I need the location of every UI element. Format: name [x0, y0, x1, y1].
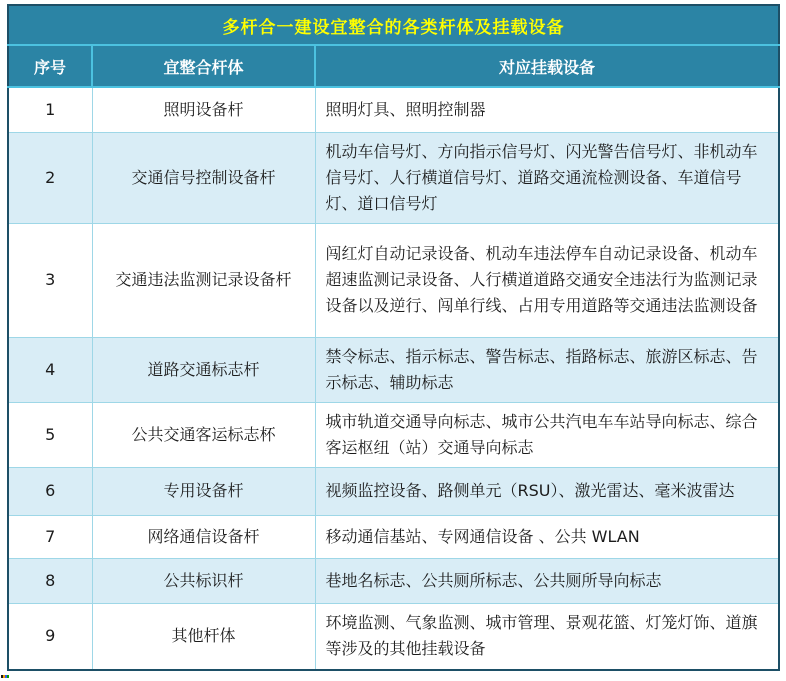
integration-table	[7, 4, 778, 671]
pole-name: 公共标识杆	[92, 558, 315, 603]
row-index: 2	[8, 132, 92, 223]
pole-name: 其他杆体	[92, 603, 315, 670]
table-row	[8, 402, 779, 467]
row-index: 6	[8, 467, 92, 515]
pole-name: 道路交通标志杆	[92, 337, 315, 402]
pole-name: 公共交通客运标志杯	[92, 402, 315, 467]
column-header-pole: 宜整合杆体	[92, 45, 315, 87]
table-header-row	[8, 45, 779, 87]
pole-name: 专用设备杆	[92, 467, 315, 515]
table-row	[8, 467, 779, 515]
pole-name: 网络通信设备杆	[92, 515, 315, 558]
device-list: 闯红灯自动记录设备、机动车违法停车自动记录设备、机动车超速监测记录设备、人行横道道路交通安全违法行为监测记录设备以及逆行、闯单行线、占用专用道路等交通违法监测设备	[315, 223, 779, 337]
pole-name: 交通违法监测记录设备杆	[92, 223, 315, 337]
device-list: 巷地名标志、公共厕所标志、公共厕所导向标志	[315, 558, 779, 603]
column-header-devices: 对应挂载设备	[315, 45, 779, 87]
device-list: 照明灯具、照明控制器	[315, 87, 779, 132]
table-title: 多杆合一建设宜整合的各类杆体及挂载设备	[8, 5, 779, 45]
device-list: 视频监控设备、路侧单元（RSU）、激光雷达、毫米波雷达	[315, 467, 779, 515]
row-index: 9	[8, 603, 92, 670]
device-list: 移动通信基站、专网通信设备 、公共 WLAN	[315, 515, 779, 558]
table-row	[8, 515, 779, 558]
pole-equipment-table	[7, 4, 780, 671]
table-row	[8, 132, 779, 223]
pole-name: 交通信号控制设备杆	[92, 132, 315, 223]
table-title-row	[8, 5, 779, 45]
row-index: 5	[8, 402, 92, 467]
device-list: 环境监测、气象监测、城市管理、景观花篮、灯笼灯饰、道旗等涉及的其他挂载设备	[315, 603, 779, 670]
column-header-index: 序号	[8, 45, 92, 87]
device-list: 城市轨道交通导向标志、城市公共汽电车车站导向标志、综合客运枢纽（站）交通导向标志	[315, 402, 779, 467]
table-row	[8, 558, 779, 603]
pole-name: 照明设备杆	[92, 87, 315, 132]
row-index: 8	[8, 558, 92, 603]
row-index: 3	[8, 223, 92, 337]
device-list: 机动车信号灯、方向指示信号灯、闪光警告信号灯、非机动车信号灯、人行横道信号灯、道路交通流检测设备、车道信号灯、道口信号灯	[315, 132, 779, 223]
table-row	[8, 87, 779, 132]
table-row	[8, 223, 779, 337]
row-index: 7	[8, 515, 92, 558]
row-index: 4	[8, 337, 92, 402]
corner-artifact-speck	[1, 675, 9, 678]
table-row	[8, 603, 779, 670]
table-row	[8, 337, 779, 402]
row-index: 1	[8, 87, 92, 132]
device-list: 禁令标志、指示标志、警告标志、指路标志、旅游区标志、告示标志、辅助标志	[315, 337, 779, 402]
